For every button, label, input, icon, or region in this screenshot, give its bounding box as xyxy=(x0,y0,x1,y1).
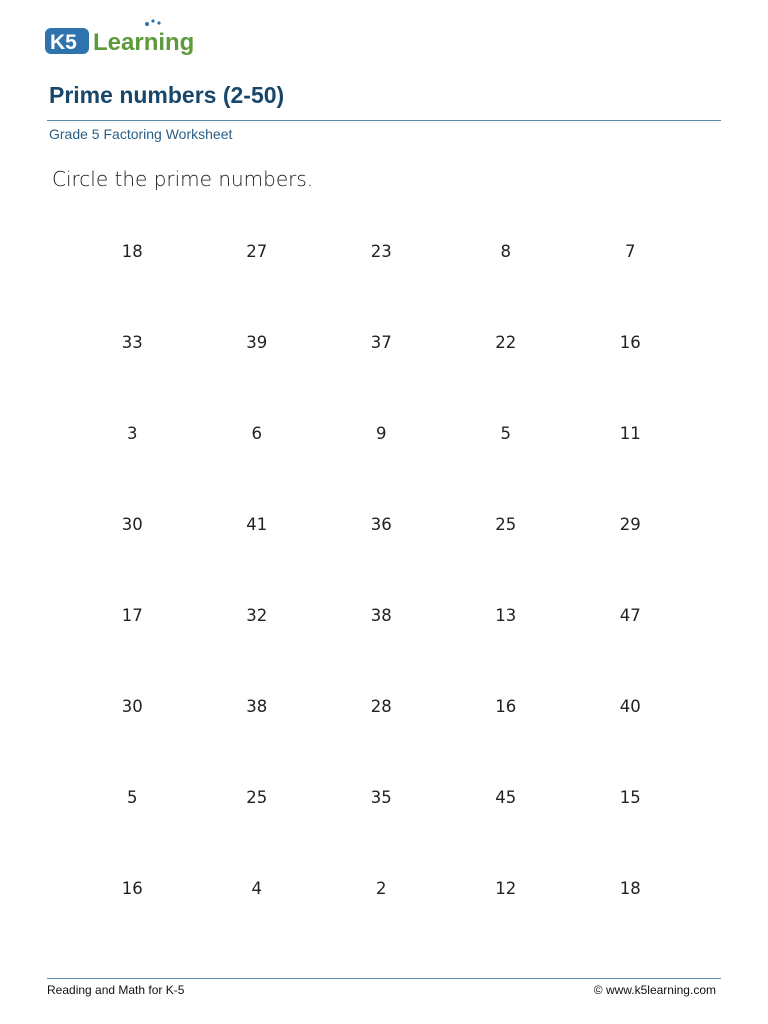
number-cell[interactable]: 23 xyxy=(370,242,392,261)
instruction-text: Circle the prime numbers. xyxy=(52,167,314,191)
number-cell[interactable]: 15 xyxy=(619,788,641,807)
number-cell[interactable]: 11 xyxy=(619,424,641,443)
number-cell[interactable]: 32 xyxy=(246,606,268,625)
page-title: Prime numbers (2-50) xyxy=(49,82,285,108)
number-cell[interactable]: 4 xyxy=(251,879,262,898)
number-cell[interactable]: 2 xyxy=(376,879,387,898)
number-cell[interactable]: 22 xyxy=(495,333,517,352)
numbers-grid xyxy=(70,230,693,958)
number-cell[interactable]: 18 xyxy=(619,879,641,898)
number-cell[interactable]: 47 xyxy=(619,606,641,625)
number-cell[interactable]: 33 xyxy=(121,333,143,352)
number-cell[interactable]: 16 xyxy=(121,879,143,898)
number-cell[interactable]: 18 xyxy=(121,242,143,261)
number-cell[interactable]: 16 xyxy=(495,697,517,716)
number-cell[interactable]: 5 xyxy=(500,424,511,443)
number-cell[interactable]: 6 xyxy=(251,424,262,443)
footer-tagline: Reading and Math for K-5 xyxy=(47,983,185,997)
number-cell[interactable]: 37 xyxy=(370,333,392,352)
number-cell[interactable]: 8 xyxy=(500,242,511,261)
number-cell[interactable]: 13 xyxy=(495,606,517,625)
footer-divider xyxy=(47,978,721,979)
number-cell[interactable]: 28 xyxy=(370,697,392,716)
number-cell[interactable]: 30 xyxy=(121,697,143,716)
svg-text:Learning: Learning xyxy=(93,29,195,56)
number-cell[interactable]: 38 xyxy=(370,606,392,625)
svg-text:K5: K5 xyxy=(50,31,77,54)
number-cell[interactable]: 25 xyxy=(495,515,517,534)
header-divider xyxy=(47,120,721,121)
number-cell[interactable]: 27 xyxy=(246,242,268,261)
number-cell[interactable]: 36 xyxy=(370,515,392,534)
worksheet-subtitle: Grade 5 Factoring Worksheet xyxy=(49,126,233,142)
number-cell[interactable]: 40 xyxy=(619,697,641,716)
number-cell[interactable]: 16 xyxy=(619,333,641,352)
number-cell[interactable]: 12 xyxy=(495,879,517,898)
number-cell[interactable]: 3 xyxy=(127,424,138,443)
number-cell[interactable]: 29 xyxy=(619,515,641,534)
number-cell[interactable]: 41 xyxy=(246,515,268,534)
k5-learning-logo xyxy=(43,16,203,60)
number-cell[interactable]: 35 xyxy=(370,788,392,807)
footer-website: © www.k5learning.com xyxy=(593,983,716,997)
number-cell[interactable]: 38 xyxy=(246,697,268,716)
number-cell[interactable]: 25 xyxy=(246,788,268,807)
number-cell[interactable]: 45 xyxy=(495,788,517,807)
number-cell[interactable]: 30 xyxy=(121,515,143,534)
number-cell[interactable]: 9 xyxy=(376,424,387,443)
number-cell[interactable]: 17 xyxy=(121,606,143,625)
number-cell[interactable]: 39 xyxy=(246,333,268,352)
number-cell[interactable]: 7 xyxy=(625,242,636,261)
number-cell[interactable]: 5 xyxy=(127,788,138,807)
